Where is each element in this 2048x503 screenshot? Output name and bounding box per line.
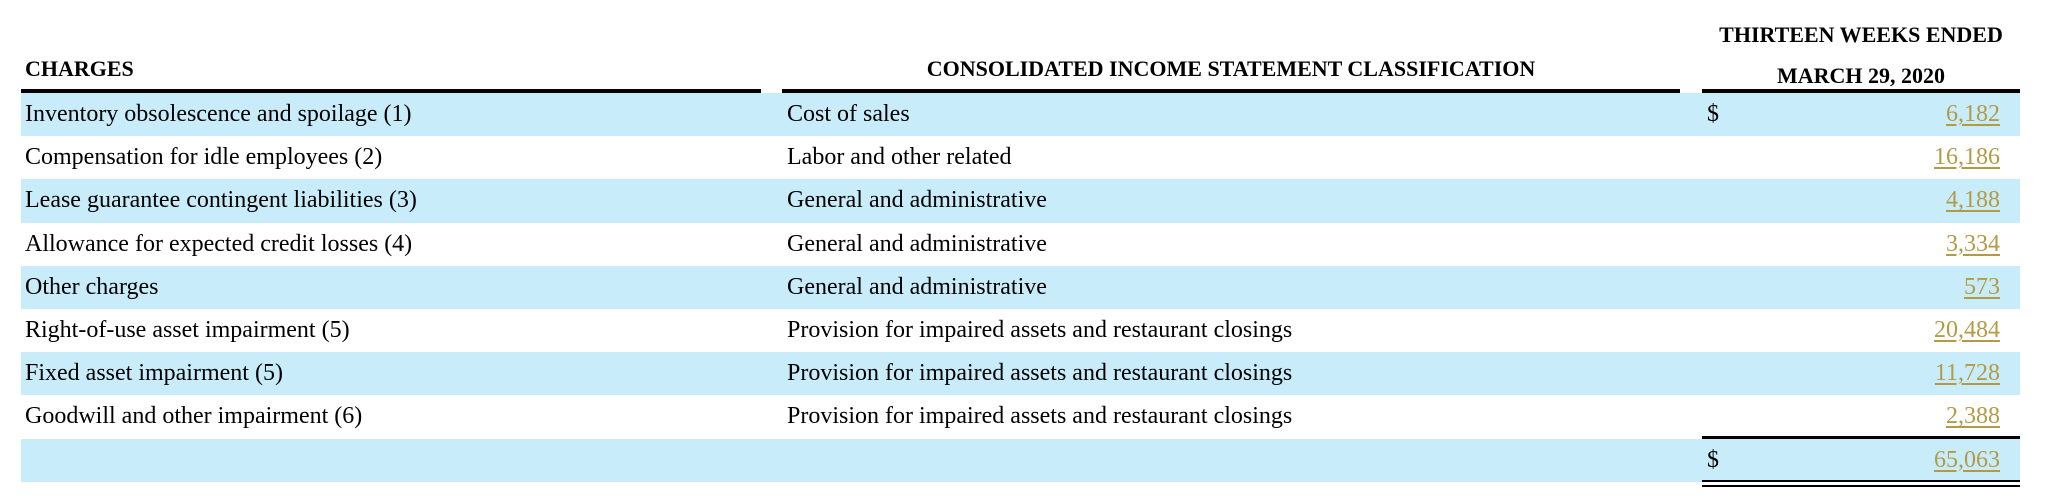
header-period-line1: THIRTEEN WEEKS ENDED: [1719, 22, 2003, 47]
classification-cell: Provision for impaired assets and restaurant closings: [787, 316, 1293, 343]
table-body: [21, 93, 2020, 482]
charge-cell: Other charges: [25, 273, 159, 300]
charge-cell: Inventory obsolescence and spoilage (1): [25, 101, 412, 127]
header-classification: CONSOLIDATED INCOME STATEMENT CLASSIFICATION: [926, 56, 1536, 81]
amount-link[interactable]: 2,388: [1946, 403, 2000, 430]
amount-link[interactable]: 6,182: [1946, 101, 2000, 127]
charge-cell: Compensation for idle employees (2): [25, 144, 383, 171]
currency-symbol: $: [1707, 101, 1719, 127]
amount-link[interactable]: 20,484: [1934, 316, 2000, 343]
classification-cell: General and administrative: [787, 187, 1047, 214]
total-amount-link[interactable]: 65,063: [1934, 446, 2000, 473]
classification-cell: Cost of sales: [787, 101, 910, 127]
table-row: [21, 395, 2020, 438]
amount-link[interactable]: 4,188: [1946, 187, 2000, 214]
header-charges: CHARGES: [25, 56, 134, 81]
classification-cell: Provision for impaired assets and restaurant closings: [787, 403, 1293, 430]
charge-cell: Goodwill and other impairment (6): [25, 403, 363, 430]
total-double-rule-1: [1702, 480, 2020, 482]
table-row: [21, 136, 2020, 179]
total-double-rule-2: [1702, 485, 2020, 487]
classification-cell: Labor and other related: [787, 144, 1012, 171]
classification-cell: General and administrative: [787, 230, 1047, 257]
amount-link[interactable]: 16,186: [1934, 144, 2000, 171]
header-period: [1702, 14, 2020, 96]
amount-link[interactable]: 3,334: [1946, 230, 2000, 257]
amount-link[interactable]: 11,728: [1934, 360, 2000, 387]
total-row: [21, 439, 2020, 482]
amount-link[interactable]: 573: [1964, 273, 2000, 300]
charge-cell: Right-of-use asset impairment (5): [25, 316, 350, 343]
table-row: [21, 93, 2020, 136]
table-row: [21, 352, 2020, 395]
charge-cell: Allowance for expected credit losses (4): [25, 230, 413, 257]
table-row: [21, 179, 2020, 222]
classification-cell: Provision for impaired assets and restaurant closings: [787, 360, 1293, 387]
charge-cell: Fixed asset impairment (5): [25, 360, 283, 387]
table-row: [21, 266, 2020, 309]
header-period-line2: MARCH 29, 2020: [1776, 63, 1946, 88]
table-row: [21, 223, 2020, 266]
total-currency-symbol: $: [1707, 446, 1719, 473]
classification-cell: General and administrative: [787, 273, 1047, 300]
charge-cell: Lease guarantee contingent liabilities (3): [25, 187, 417, 214]
total-rule-top: [1702, 436, 2020, 439]
table-row: [21, 309, 2020, 352]
